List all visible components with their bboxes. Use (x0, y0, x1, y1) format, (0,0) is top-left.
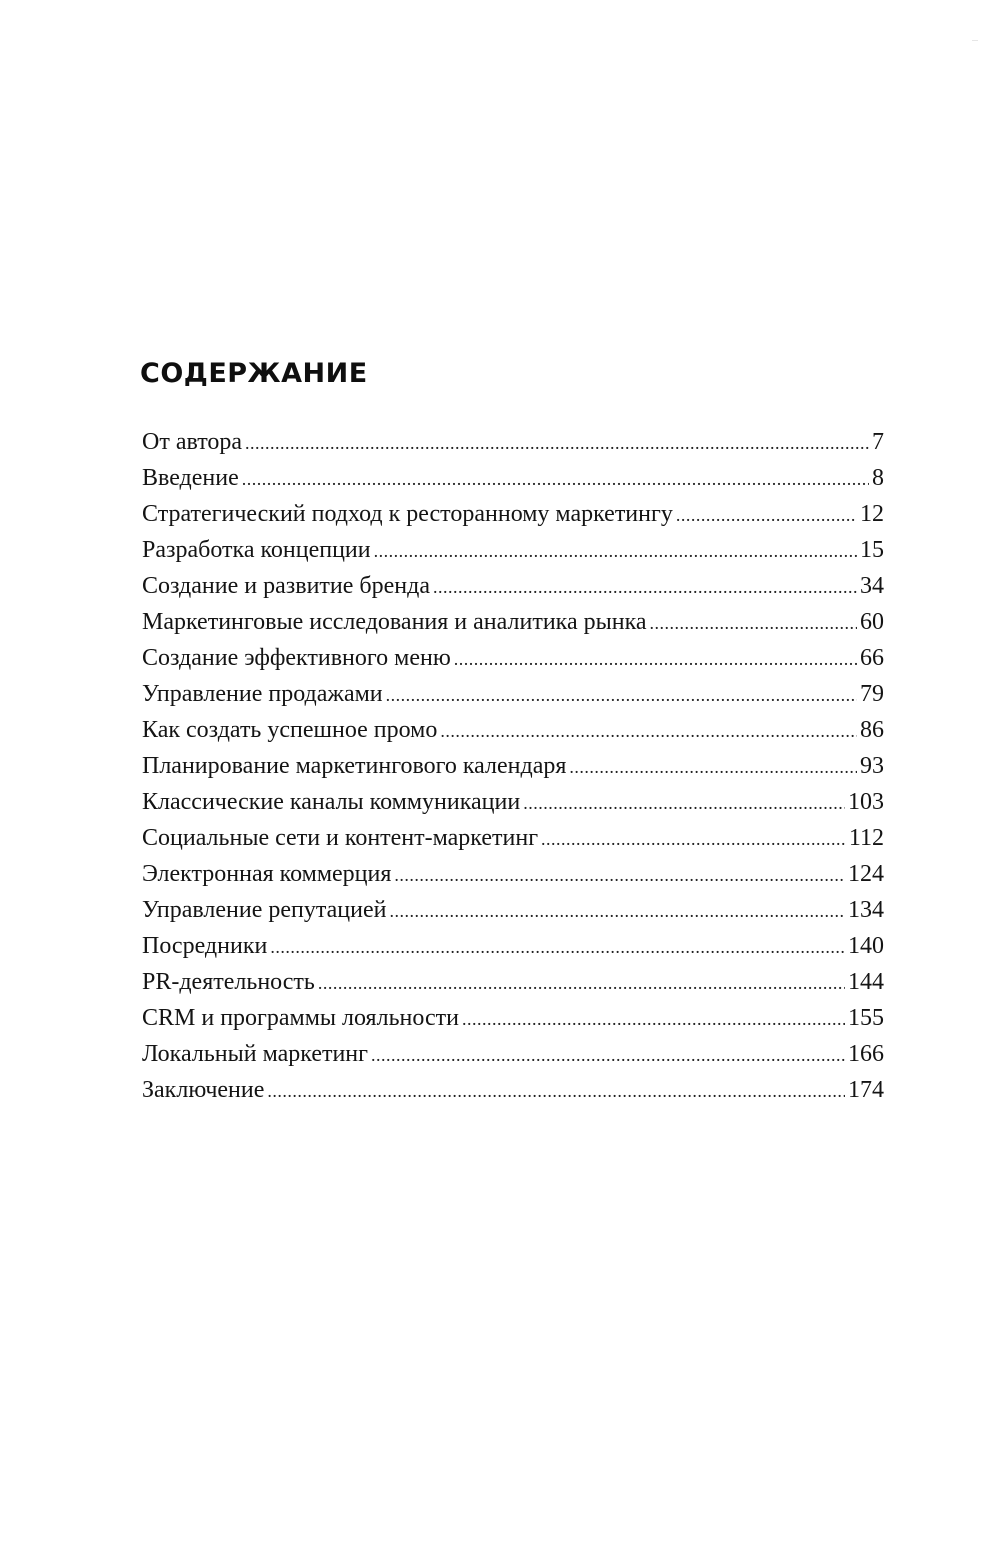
toc-entry (142, 784, 884, 820)
scan-corner-mark (972, 40, 978, 41)
toc-entry (142, 928, 884, 964)
toc-dot-leader (318, 965, 845, 1001)
toc-dot-leader (245, 425, 869, 461)
toc-dot-leader (523, 785, 845, 821)
toc-list (142, 424, 884, 1108)
toc-entry-title: CRM и программы лояльности (142, 1005, 459, 1031)
toc-entry-title: Стратегический подход к ресторанному маркетингу (142, 501, 673, 527)
toc-entry-title: Управление продажами (142, 681, 383, 707)
toc-entry-page: 15 (860, 537, 884, 563)
toc-entry-page: 155 (848, 1005, 884, 1031)
toc-entry-title: PR-деятельность (142, 969, 315, 995)
toc-entry-title: Управление репутацией (142, 897, 387, 923)
toc-entry (142, 892, 884, 928)
toc-entry-title: Маркетинговые исследования и аналитика рынка (142, 609, 647, 635)
toc-entry-title: Введение (142, 465, 239, 491)
toc-entry (142, 640, 884, 676)
toc-dot-leader (454, 641, 857, 677)
toc-entry-title: Как создать успешное промо (142, 717, 438, 743)
toc-entry-title: Создание эффективного меню (142, 645, 451, 671)
toc-dot-leader (374, 533, 857, 569)
toc-entry-title: Социальные сети и контент-маркетинг (142, 825, 539, 851)
toc-dot-leader (371, 1037, 845, 1073)
toc-entry-page: 79 (860, 681, 884, 707)
toc-dot-leader (462, 1001, 845, 1037)
toc-entry (142, 568, 884, 604)
toc-entry (142, 964, 884, 1000)
toc-entry (142, 532, 884, 568)
toc-entry (142, 712, 884, 748)
toc-entry (142, 1000, 884, 1036)
toc-entry-title: Посредники (142, 933, 268, 959)
toc-entry-title: Заключение (142, 1077, 265, 1103)
toc-entry-page: 8 (872, 465, 884, 491)
toc-dot-leader (440, 713, 857, 749)
toc-entry-page: 7 (872, 429, 884, 455)
toc-dot-leader (569, 749, 857, 785)
toc-entry-title: Электронная коммерция (142, 861, 392, 887)
toc-dot-leader (541, 821, 846, 857)
toc-entry-title: Разработка концепции (142, 537, 371, 563)
toc-dot-leader (386, 677, 857, 713)
toc-entry-page: 12 (860, 501, 884, 527)
toc-entry-title: От автора (142, 429, 243, 455)
toc-entry (142, 424, 884, 460)
toc-entry-page: 103 (848, 789, 884, 815)
toc-entry (142, 676, 884, 712)
toc-dot-leader (267, 1073, 845, 1109)
toc-entry-page: 66 (860, 645, 884, 671)
toc-entry-page: 124 (848, 861, 884, 887)
toc-dot-leader (650, 605, 857, 641)
toc-entry-page: 112 (848, 825, 884, 851)
toc-entry-title: Классические каналы коммуникации (142, 789, 521, 815)
toc-entry-page: 134 (848, 897, 884, 923)
toc-entry (142, 1036, 884, 1072)
toc-entry (142, 604, 884, 640)
toc-dot-leader (270, 929, 845, 965)
toc-entry-page: 140 (848, 933, 884, 959)
toc-dot-leader (676, 497, 857, 533)
toc-entry-page: 166 (848, 1041, 884, 1067)
toc-entry-title: Создание и развитие бренда (142, 573, 430, 599)
toc-entry-title: Локальный маркетинг (142, 1041, 368, 1067)
toc-entry-page: 174 (848, 1077, 884, 1103)
toc-entry-page: 60 (860, 609, 884, 635)
toc-dot-leader (389, 893, 845, 929)
toc-entry (142, 460, 884, 496)
toc-entry (142, 820, 884, 856)
toc-entry-page: 93 (860, 753, 884, 779)
toc-entry-page: 144 (848, 969, 884, 995)
toc-entry-title: Планирование маркетингового календаря (142, 753, 567, 779)
toc-dot-leader (433, 569, 857, 605)
toc-entry (142, 496, 884, 532)
toc-entry-page: 34 (860, 573, 884, 599)
toc-heading: СОДЕРЖАНИЕ (140, 358, 368, 389)
toc-entry (142, 1072, 884, 1108)
toc-dot-leader (394, 857, 845, 893)
toc-entry (142, 856, 884, 892)
toc-entry (142, 748, 884, 784)
toc-entry-page: 86 (860, 717, 884, 743)
toc-dot-leader (242, 461, 869, 497)
